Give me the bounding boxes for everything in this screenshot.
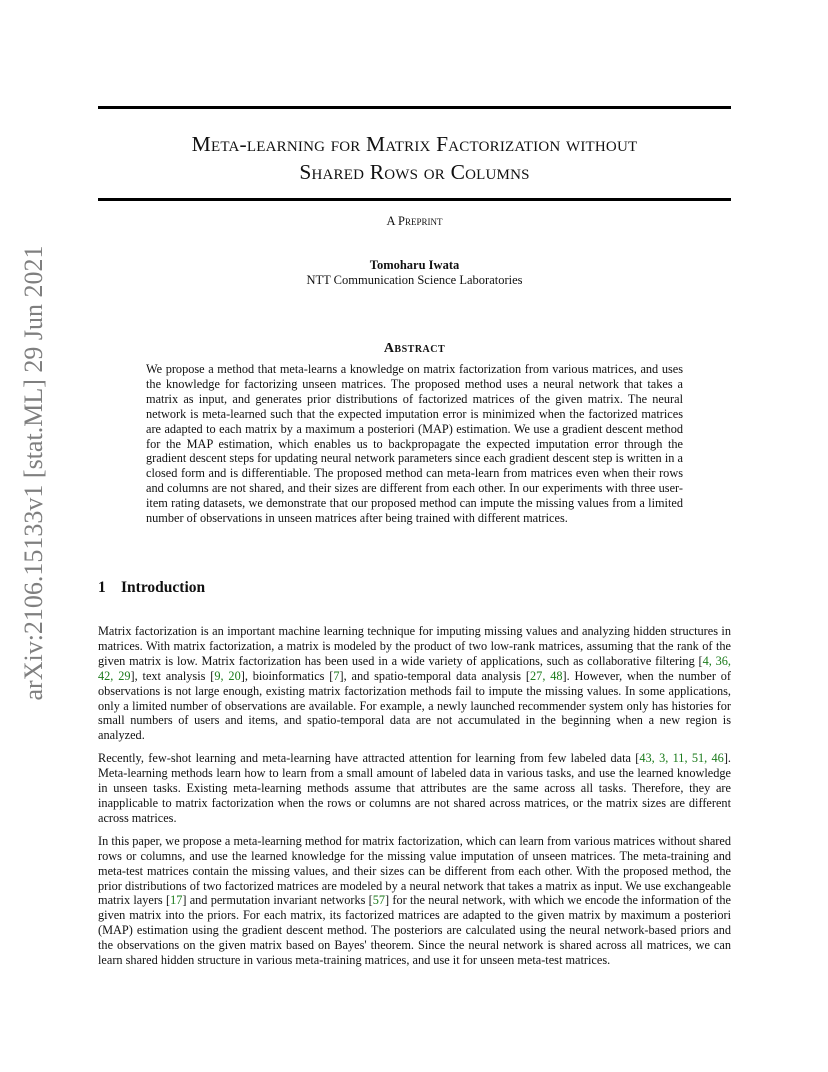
citation-link[interactable]: 4, 36, 42, 29 bbox=[98, 653, 731, 683]
citation-link[interactable]: 27, 48 bbox=[530, 668, 563, 683]
citation-link[interactable]: 57 bbox=[372, 893, 386, 908]
abstract-text: We propose a method that meta-learns a knowledge on matrix factorization from various matrices, and uses the knowledge for factorizing unseen matrices. The proposed method uses a neural network that takes a matrix as input, and generates prior distributions of factorized matrices of the given matrix. The neural network is meta-learned such that the expected imputation error is minimized when the factorized matrices are adapted to each matrix by a maximum a posteriori (MAP) estimation. We use a gradient descent method for the MAP estimation, which enables us to backpropagate the expected imputation error through the gradient descent steps for updating neural network parameters since each gradient descent step is written in a closed form and is differentiable. The proposed method can meta-learn from matrices even when their rows and columns are not shared, and their sizes are different from each other. In our experiments with three user-item rating datasets, we demonstrate that our proposed method can impute the missing values from a limited number of observations in unseen matrices after being trained with different matrices. bbox=[146, 362, 683, 526]
text-run: In this paper, we propose a meta-learning method for matrix factorization, which can learn from various matrices without shared rows or columns, and use the learned knowledge for the missing value imputation of unseen matrices. The meta-training and meta-test matrices contain the missing values, and their sizes can be different from each other. With the proposed method, the prior distributions of two factorized matrices are modeled by a neural network that takes a matrix as input. We use exchangeable matrix layers [ bbox=[98, 833, 731, 908]
title-line-2: Shared Rows or Columns bbox=[299, 160, 530, 184]
paper-title bbox=[98, 130, 731, 186]
section-title: Introduction bbox=[121, 579, 206, 596]
text-run: ] for the neural network, with which we encode the information of the given matrix into the priors. For each matrix, its factorized matrices are adapted to the given matrix by maximum a posteriori (MAP) estimation using the gradient descent method. The posteriors are calculated using the neural network-based priors and the observations on the given matrix based on Bayes' theorem. Since the neural network is shared across all matrices, we can learn shared hidden structure in various meta-training matrices, and use it for unseen meta-test matrices. bbox=[98, 893, 731, 968]
abstract-heading: Abstract bbox=[383, 341, 446, 356]
text-run: ], and spatio-temporal data analysis [ bbox=[339, 668, 531, 683]
text-run: ]. Meta-learning methods learn how to learn from a small amount of labeled data in various tasks, and use the learned knowledge in unseen tasks. Existing meta-learning methods assume that attributes are the same across all tasks. Therefore, they are inapplicable to matrix factorization when the rows or columns are not shared across matrices, or the matrix sizes are different across matrices. bbox=[98, 751, 731, 825]
text-run: Matrix factorization is an important machine learning technique for imputing missing values and analyzing hidden structures in matrices. With matrix factorization, a matrix is modeled by the product of two low-rank matrices, assuming that the rank of the given matrix is low. Matrix factorization has been used in a wide variety of applications, such as collaborative filtering [ bbox=[98, 624, 731, 668]
citation-link[interactable]: 9, 20 bbox=[214, 668, 241, 683]
title-rule-bottom bbox=[98, 198, 731, 201]
citation-link[interactable]: 17 bbox=[170, 893, 183, 908]
text-run: ], text analysis [ bbox=[130, 668, 215, 683]
preprint-label: A Preprint bbox=[386, 214, 443, 228]
arxiv-id: arXiv:2106.15133v1 [stat.ML] 29 Jun 2021 bbox=[19, 245, 48, 701]
paragraph-3 bbox=[98, 834, 731, 968]
body-text bbox=[98, 624, 731, 976]
section-number: 1 bbox=[98, 579, 106, 596]
title-rule-top bbox=[98, 106, 731, 109]
text-run: ]. However, when the number of observations is not large enough, existing matrix factorization methods fail to impute the missing values. In some applications, only a limited number of observations are available. For example, a newly launched recommender system only has histories for small numbers of users and items, and spatio-temporal data are not accumulated in the beginning when a new region is analyzed. bbox=[98, 668, 732, 743]
title-line-1: Meta-learning for Matrix Factorization without bbox=[191, 132, 638, 156]
text-run: Recently, few-shot learning and meta-learning have attracted attention for learning from few labeled data [ bbox=[98, 751, 640, 766]
author-affiliation: NTT Communication Science Laboratories bbox=[306, 273, 523, 287]
section-heading bbox=[98, 579, 205, 597]
text-run: ] and permutation invariant networks [ bbox=[182, 893, 373, 908]
citation-link[interactable]: 7 bbox=[333, 668, 340, 683]
citation-link[interactable]: 43, 3, 11, 51, 46 bbox=[639, 751, 724, 766]
text-run: ], bioinformatics [ bbox=[240, 668, 334, 683]
paragraph-1 bbox=[98, 624, 731, 743]
arxiv-stamp bbox=[14, 245, 54, 701]
paragraph-2 bbox=[98, 751, 731, 826]
author-name: Tomoharu Iwata bbox=[369, 258, 460, 272]
